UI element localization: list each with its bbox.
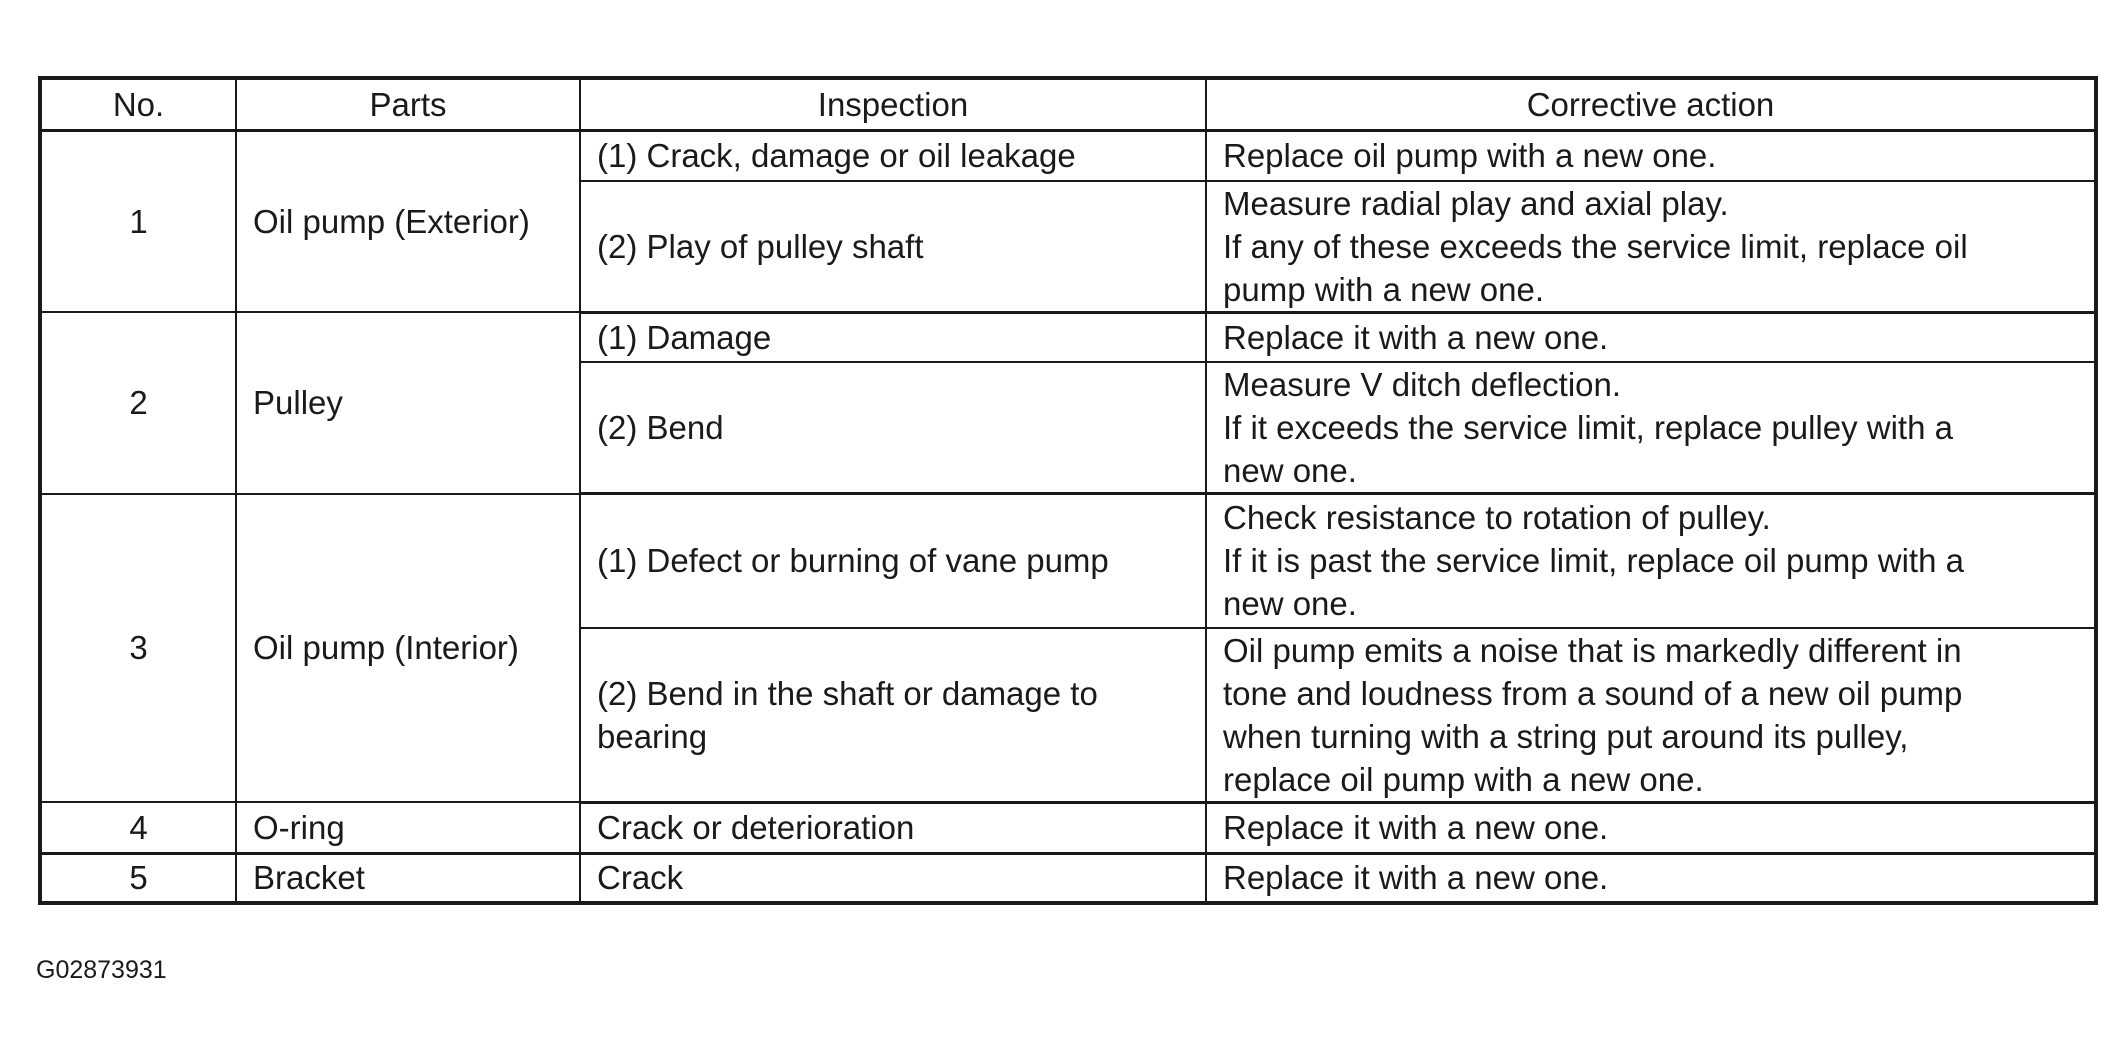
cell-inspection bbox=[580, 628, 1206, 803]
cell-corrective-action bbox=[1206, 853, 2096, 903]
cell-inspection bbox=[580, 494, 1206, 628]
cell-inspection bbox=[580, 131, 1206, 181]
table-row bbox=[40, 802, 2096, 853]
action-line: pump with a new one. bbox=[1223, 270, 1545, 308]
table-row bbox=[40, 131, 2096, 181]
cell-inspection bbox=[580, 362, 1206, 494]
action-line: Oil pump emits a noise that is markedly different in bbox=[1223, 631, 1962, 669]
header-parts: Parts bbox=[236, 78, 580, 131]
inspection-line: (2) Bend bbox=[597, 409, 724, 446]
inspection-line: (1) Damage bbox=[597, 318, 772, 356]
cell-part: Oil pump (Exterior) bbox=[236, 131, 580, 313]
action-line: new one. bbox=[1223, 452, 1357, 489]
action-line: Replace it with a new one. bbox=[1223, 859, 1609, 897]
cell-corrective-action bbox=[1206, 181, 2096, 313]
cell-corrective-action bbox=[1206, 131, 2096, 181]
action-line: Replace oil pump with a new one. bbox=[1223, 137, 1717, 175]
figure-id: G02873931 bbox=[36, 956, 167, 984]
action-line: new one. bbox=[1223, 585, 1357, 623]
action-line: If it exceeds the service limit, replace pulley with a bbox=[1223, 409, 1953, 446]
header-inspection: Inspection bbox=[580, 78, 1206, 131]
cell-corrective-action bbox=[1206, 312, 2096, 362]
cell-corrective-action bbox=[1206, 362, 2096, 494]
header-no: No. bbox=[40, 78, 236, 131]
table-row bbox=[40, 853, 2096, 903]
action-line: tone and loudness from a sound of a new oil pump bbox=[1223, 674, 1963, 712]
inspection-line: (2) Bend in the shaft or damage to bbox=[597, 674, 1098, 712]
cell-corrective-action bbox=[1206, 628, 2096, 803]
cell-inspection bbox=[580, 312, 1206, 362]
table-row bbox=[40, 494, 2096, 628]
cell-inspection bbox=[580, 853, 1206, 903]
inspection-line: (1) Defect or burning of vane pump bbox=[597, 542, 1109, 580]
table-row bbox=[40, 312, 2096, 362]
inspection-line: (2) Play of pulley shaft bbox=[597, 227, 924, 265]
inspection-line: Crack or deterioration bbox=[597, 809, 915, 846]
cell-no: 4 bbox=[40, 802, 236, 853]
action-line: when turning with a string put around its pulley, bbox=[1223, 717, 1909, 755]
cell-part: Oil pump (Interior) bbox=[236, 494, 580, 803]
inspection-line: Crack bbox=[597, 859, 684, 897]
action-line: If any of these exceeds the service limit, replace oil bbox=[1223, 227, 1968, 265]
action-line: Replace it with a new one. bbox=[1223, 809, 1609, 846]
header-corrective-action: Corrective action bbox=[1206, 78, 2096, 131]
cell-no: 1 bbox=[40, 131, 236, 313]
cell-corrective-action bbox=[1206, 494, 2096, 628]
action-line: Replace it with a new one. bbox=[1223, 318, 1609, 356]
cell-no: 5 bbox=[40, 853, 236, 903]
table-body bbox=[40, 131, 2096, 904]
cell-corrective-action bbox=[1206, 802, 2096, 853]
cell-no: 2 bbox=[40, 312, 236, 494]
inspection-line: bearing bbox=[597, 717, 708, 755]
cell-part: O-ring bbox=[236, 802, 580, 853]
header-row bbox=[40, 78, 2096, 131]
action-line: replace oil pump with a new one. bbox=[1223, 760, 1704, 798]
cell-inspection bbox=[580, 181, 1206, 313]
cell-part: Pulley bbox=[236, 312, 580, 494]
action-line: Measure radial play and axial play. bbox=[1223, 184, 1729, 222]
cell-no: 3 bbox=[40, 494, 236, 803]
action-line: If it is past the service limit, replace oil pump with a bbox=[1223, 542, 1964, 580]
cell-part: Bracket bbox=[236, 853, 580, 903]
action-line: Check resistance to rotation of pulley. bbox=[1223, 499, 1771, 537]
inspection-line: (1) Crack, damage or oil leakage bbox=[597, 137, 1076, 175]
cell-inspection bbox=[580, 802, 1206, 853]
action-line: Measure V ditch deflection. bbox=[1223, 366, 1622, 403]
inspection-table bbox=[38, 76, 2098, 905]
